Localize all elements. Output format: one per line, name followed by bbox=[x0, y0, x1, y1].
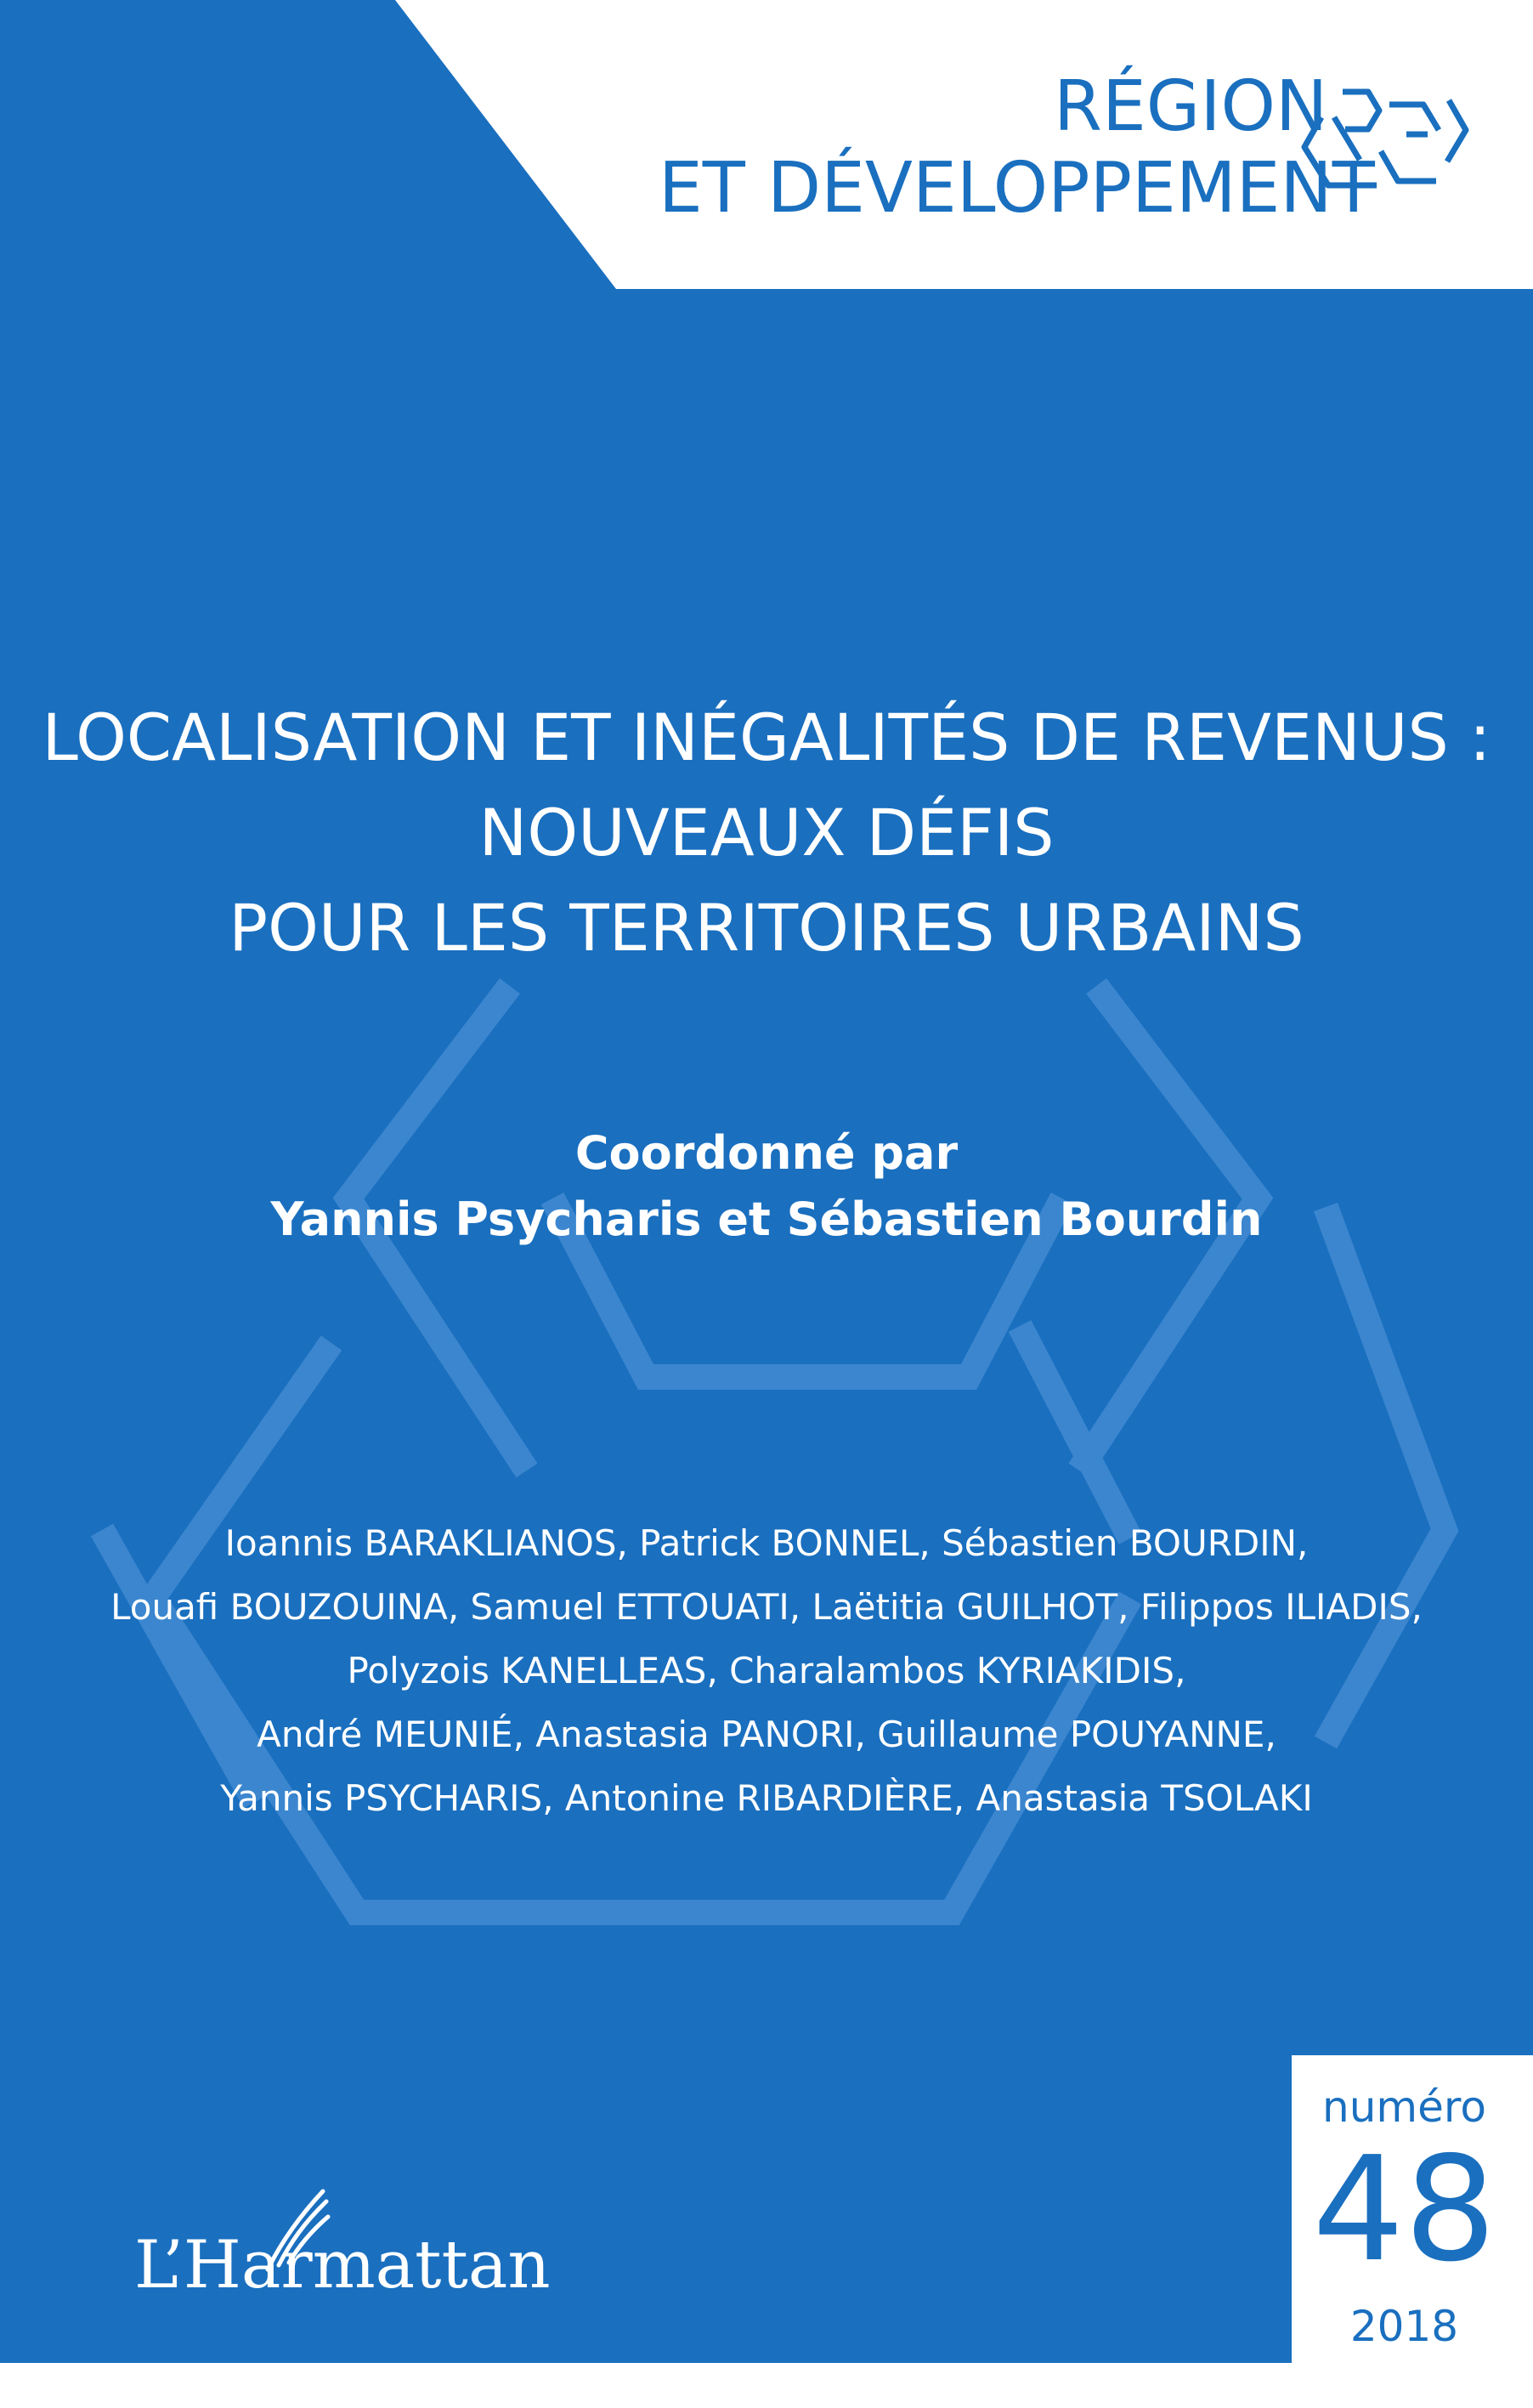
coordination-editors: Yannis Psycharis et Sébastien Bourdin bbox=[270, 1193, 1263, 1246]
book-title-line2: NOUVEAUX DÉFIS bbox=[478, 795, 1055, 870]
authors-line: Louafi BOUZOUINA, Samuel ETTOUATI, Laëtitia GUILHOT, Filippos ILIADIS, bbox=[110, 1586, 1423, 1628]
hexagon-cells-icon bbox=[1296, 66, 1474, 211]
publisher-logo: L’Harmattan bbox=[134, 2227, 551, 2303]
coordination-label: Coordonné par bbox=[574, 1126, 959, 1180]
authors-line: Polyzois KANELLEAS, Charalambos KYRIAKIDIS, bbox=[347, 1650, 1186, 1691]
series-title bbox=[659, 66, 1375, 229]
issue-number: 48 bbox=[1312, 2126, 1496, 2294]
book-title-line3: POUR LES TERRITOIRES URBAINS bbox=[229, 890, 1304, 966]
book-title-line1: LOCALISATION ET INÉGALITÉS DE REVENUS : bbox=[42, 700, 1491, 775]
series-title-line1: RÉGION bbox=[1054, 66, 1328, 147]
book-title bbox=[0, 690, 1533, 976]
coordination-block bbox=[0, 1120, 1533, 1253]
authors-list bbox=[0, 1511, 1533, 1830]
authors-line: André MEUNIÉ, Anastasia PANORI, Guillaume POUYANNE, bbox=[257, 1714, 1276, 1755]
authors-line: Yannis PSYCHARIS, Antonine RIBARDIÈRE, Anastasia TSOLAKI bbox=[220, 1777, 1313, 1819]
issue-year: 2018 bbox=[1349, 2302, 1459, 2351]
authors-line: Ioannis BARAKLIANOS, Patrick BONNEL, Sébastien BOURDIN, bbox=[224, 1522, 1309, 1564]
series-title-line2: ET DÉVELOPPEMENT bbox=[659, 148, 1375, 229]
issue-label: numéro bbox=[1322, 2082, 1486, 2132]
